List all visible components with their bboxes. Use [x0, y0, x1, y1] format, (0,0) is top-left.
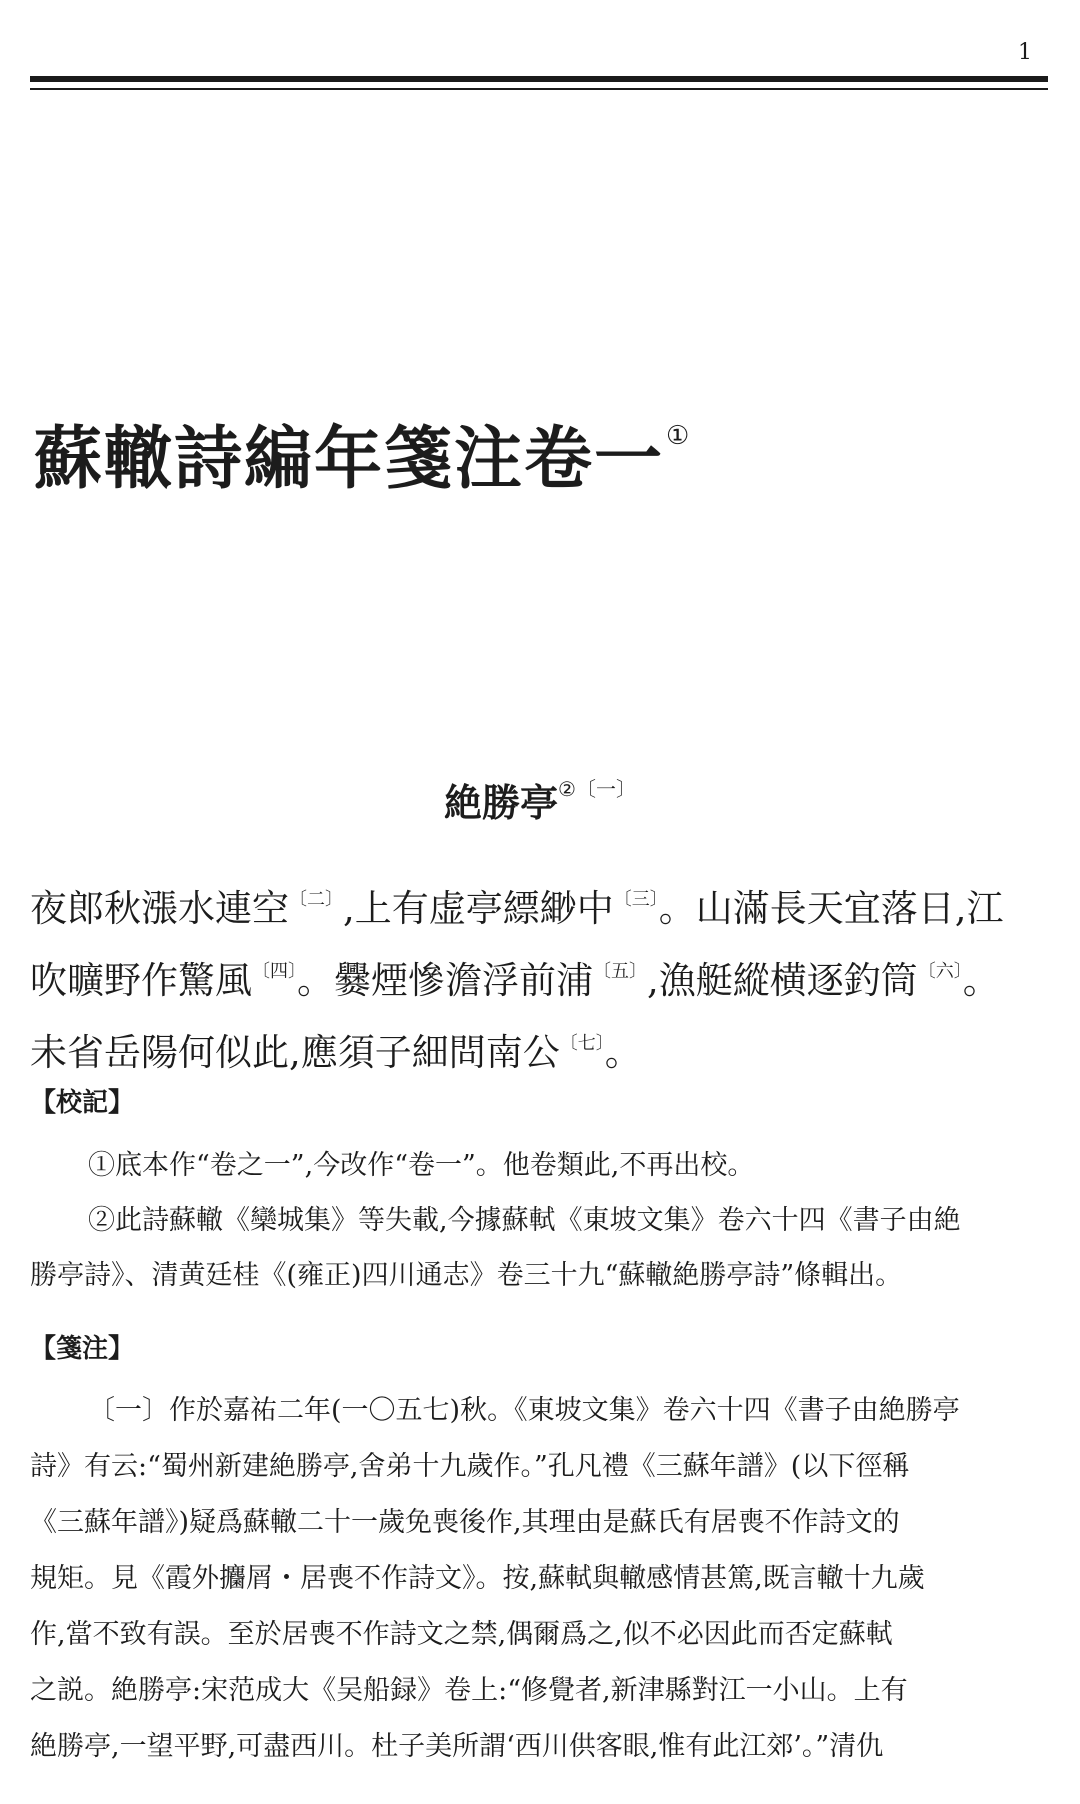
poem-title-text: 絶勝亭	[444, 781, 559, 825]
annotation-mark: 〔七〕	[559, 1033, 605, 1054]
poem-text: ,漁艇縱横逐釣筒	[647, 959, 918, 1002]
poem-text: 。	[604, 1031, 642, 1074]
poem-line	[30, 940, 1050, 1012]
page-number: 1	[1018, 40, 1032, 65]
collation-line: ②此詩蘇轍《欒城集》等失載,今據蘇軾《東坡文集》卷六十四《書子由絶	[88, 1205, 961, 1236]
annotation-line: 作,當不致有誤。至於居喪不作詩文之禁,偶爾爲之,似不必因此而否定蘇軾	[30, 1619, 893, 1650]
volume-title	[34, 405, 691, 502]
annotation-line: 規矩。見《霞外攟屑・居喪不作詩文》。按,蘇軾與轍感情甚篤,既言轍十九歲	[30, 1563, 925, 1594]
collation-heading: 【校記】	[30, 1088, 135, 1118]
poem-text: 。爨煙慘澹浮前浦	[297, 959, 593, 1002]
collation-line: ①底本作“卷之一”,今改作“卷一”。他卷類此,不再出校。	[88, 1150, 755, 1181]
annotations-heading: 【箋注】	[30, 1334, 135, 1364]
annotation-mark: 〔三〕	[613, 889, 659, 910]
poem-title-note-mark: ②	[558, 777, 576, 801]
annotation-mark: 〔六〕	[917, 961, 963, 982]
collation-notes	[30, 1138, 1050, 1303]
annotation-line: 〔一〕作於嘉祐二年(一〇五七)秋。《東坡文集》卷六十四《書子由絶勝亭	[88, 1395, 960, 1426]
poem-text: 夜郎秋漲水連空	[30, 887, 289, 930]
annotation-line: 《三蘇年譜》)疑爲蘇轍二十一歲免喪後作,其理由是蘇氏有居喪不作詩文的	[30, 1507, 900, 1538]
annotation-line: 絶勝亭,一望平野,可盡西川。杜子美所謂‘西川供客眼,惟有此江郊’。”清仇	[30, 1731, 884, 1762]
annotation-mark: 〔四〕	[252, 961, 297, 982]
volume-title-text: 蘇轍詩編年箋注卷一	[34, 420, 665, 499]
header-rule-thick	[30, 76, 1048, 82]
annotation-line: 詩》有云:“蜀州新建絶勝亭,舍弟十九歲作。”孔凡禮《三蘇年譜》(以下徑稱	[30, 1451, 910, 1482]
volume-title-note-mark: ①	[666, 421, 692, 451]
poem-line	[30, 868, 1050, 940]
annotation-line: 之説。絶勝亭:宋范成大《吴船録》卷上:“修覺者,新津縣對江一小山。上有	[30, 1675, 908, 1706]
poem-text: 未省岳陽何似此,應須子細問南公	[30, 1031, 560, 1074]
poem-title	[0, 772, 1080, 827]
poem-text: 。山滿長天宜落日,江	[658, 887, 1004, 930]
header-rule-thin	[30, 88, 1048, 90]
annotations-body	[30, 1383, 1050, 1775]
poem-title-annotation-mark: 〔一〕	[575, 777, 636, 801]
poem-line	[30, 1012, 1050, 1084]
poem-text: 。	[962, 959, 1000, 1002]
annotation-mark: 〔五〕	[593, 961, 647, 982]
annotation-mark: 〔二〕	[289, 889, 343, 910]
collation-line: 勝亭詩》、清黄廷桂《(雍正)四川通志》卷三十九“蘇轍絶勝亭詩”條輯出。	[30, 1260, 903, 1291]
poem-text: 吹曠野作驚風	[30, 959, 252, 1002]
poem-text: ,上有虚亭縹緲中	[343, 887, 614, 930]
poem-body	[30, 868, 1050, 1084]
